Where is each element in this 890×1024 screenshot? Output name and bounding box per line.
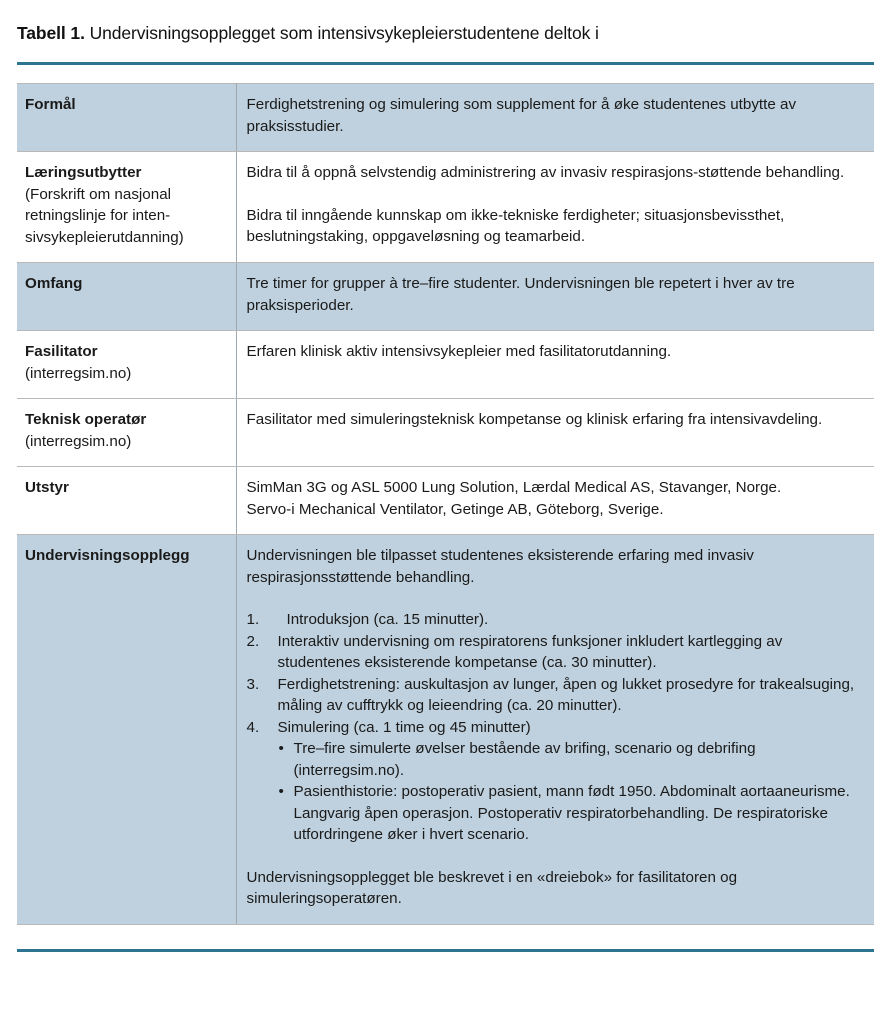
table-row <box>17 535 874 925</box>
row-value-cell <box>236 152 874 263</box>
table-row <box>17 84 874 152</box>
row-intro-paragraph: Undervisningen ble tilpasset studentenes eksisterende erfaring med invasiv respirasjonsstøttende behandling. <box>246 547 754 586</box>
table-row <box>17 152 874 263</box>
closing-paragraph: Undervisningsopplegget ble beskrevet i en «dreiebok» for fasilitatoren og simuleringsoperatøren. <box>246 868 738 907</box>
list-item-text: Simulering (ca. 1 time og 45 minutter) <box>277 718 531 736</box>
table-row <box>17 467 874 535</box>
teaching-steps-list <box>247 609 867 846</box>
row-key-label: Utstyr <box>25 479 69 496</box>
row-key-sublabel: (interregsim.no) <box>25 364 132 382</box>
row-paragraph: Bidra til inngående kunnskap om ikke-tekniske ferdigheter; situasjonsbevissthet, beslutningstaking, oppgaveløsning og teamarbeid. <box>246 206 785 245</box>
row-paragraph: Fasilitator med simuleringsteknisk kompetanse og klinisk erfaring fra intensivavdeling. <box>246 411 823 428</box>
list-item: • Pasienthistorie: postoperativ pasient, mann født 1950. Abdominalt aortaaneurisme. Langvarig åpen operasjon. Postoperativ respiratorbehandling. De respiratoriske utfordringene øker i hvert scenario. <box>278 781 867 846</box>
row-key-sublabel: (Forskrift om nasjonal retningslinje for inten-sivsykepleierutdanning) <box>25 185 184 246</box>
simulation-sub-list <box>278 738 867 846</box>
row-paragraph: SimMan 3G og ASL 5000 Lung Solution, Lærdal Medical AS, Stavanger, Norge. <box>246 479 782 496</box>
caption-label: Tabell 1. <box>17 23 85 43</box>
list-item: Introduksjon (ca. 15 minutter). <box>286 611 489 628</box>
row-value-cell <box>236 535 874 925</box>
row-key-cell <box>17 263 236 331</box>
row-paragraph: Tre timer for grupper à tre–fire studenter. Undervisningen ble repetert i hver av tre praksisperioder. <box>246 275 795 314</box>
row-key-cell <box>17 535 236 925</box>
row-value-cell <box>236 399 874 467</box>
row-key-cell <box>17 331 236 399</box>
row-paragraph: Erfaren klinisk aktiv intensivsykepleier med fasilitatorutdanning. <box>246 343 672 360</box>
row-key-cell <box>17 467 236 535</box>
row-key-cell <box>17 399 236 467</box>
row-value-cell <box>236 84 874 152</box>
row-key-label: Fasilitator <box>25 343 98 360</box>
table-row <box>17 331 874 399</box>
list-item: Ferdighetstrening: auskultasjon av lunger, åpen og lukket prosedyre for trakealsuging, måling av cufftrykk og leieendring (ca. 20 minutter). <box>277 675 855 714</box>
caption-text: Undervisningsopplegget som intensivsykepleierstudentene deltok i <box>84 23 599 43</box>
row-value-cell <box>236 263 874 331</box>
row-key-label: Omfang <box>25 275 83 292</box>
row-key-cell <box>17 84 236 152</box>
list-item: • Tre–fire simulerte øvelser bestående av brifing, scenario og debrifing (interregsim.no). <box>278 738 867 781</box>
row-paragraph: Servo-i Mechanical Ventilator, Getinge AB, Göteborg, Sverige. <box>246 500 664 518</box>
row-key-label: Læringsutbytter <box>25 164 142 181</box>
top-rule <box>17 62 874 65</box>
table-row <box>17 263 874 331</box>
row-key-label: Teknisk operatør <box>25 411 147 428</box>
row-value-cell <box>236 331 874 399</box>
row-paragraph: Ferdighetstrening og simulering som supplement for å øke studentenes utbytte av praksisstudier. <box>246 96 797 135</box>
row-key-sublabel: (interregsim.no) <box>25 432 132 450</box>
row-paragraph: Bidra til å oppnå selvstendig administrering av invasiv respirasjons-støttende behandling. <box>246 164 845 181</box>
bottom-rule <box>17 949 874 952</box>
data-table <box>17 83 874 925</box>
table-caption <box>14 0 876 45</box>
row-key-label: Undervisningsopplegg <box>25 547 190 564</box>
table-row <box>17 399 874 467</box>
list-item <box>247 717 867 846</box>
table-body <box>17 84 874 925</box>
list-item: Interaktiv undervisning om respiratorens funksjoner inkludert kartlegging av studentenes eksisterende kompetanse (ca. 30 minutter). <box>277 632 783 671</box>
row-key-label: Formål <box>25 96 76 113</box>
row-value-cell <box>236 467 874 535</box>
row-key-cell <box>17 152 236 263</box>
